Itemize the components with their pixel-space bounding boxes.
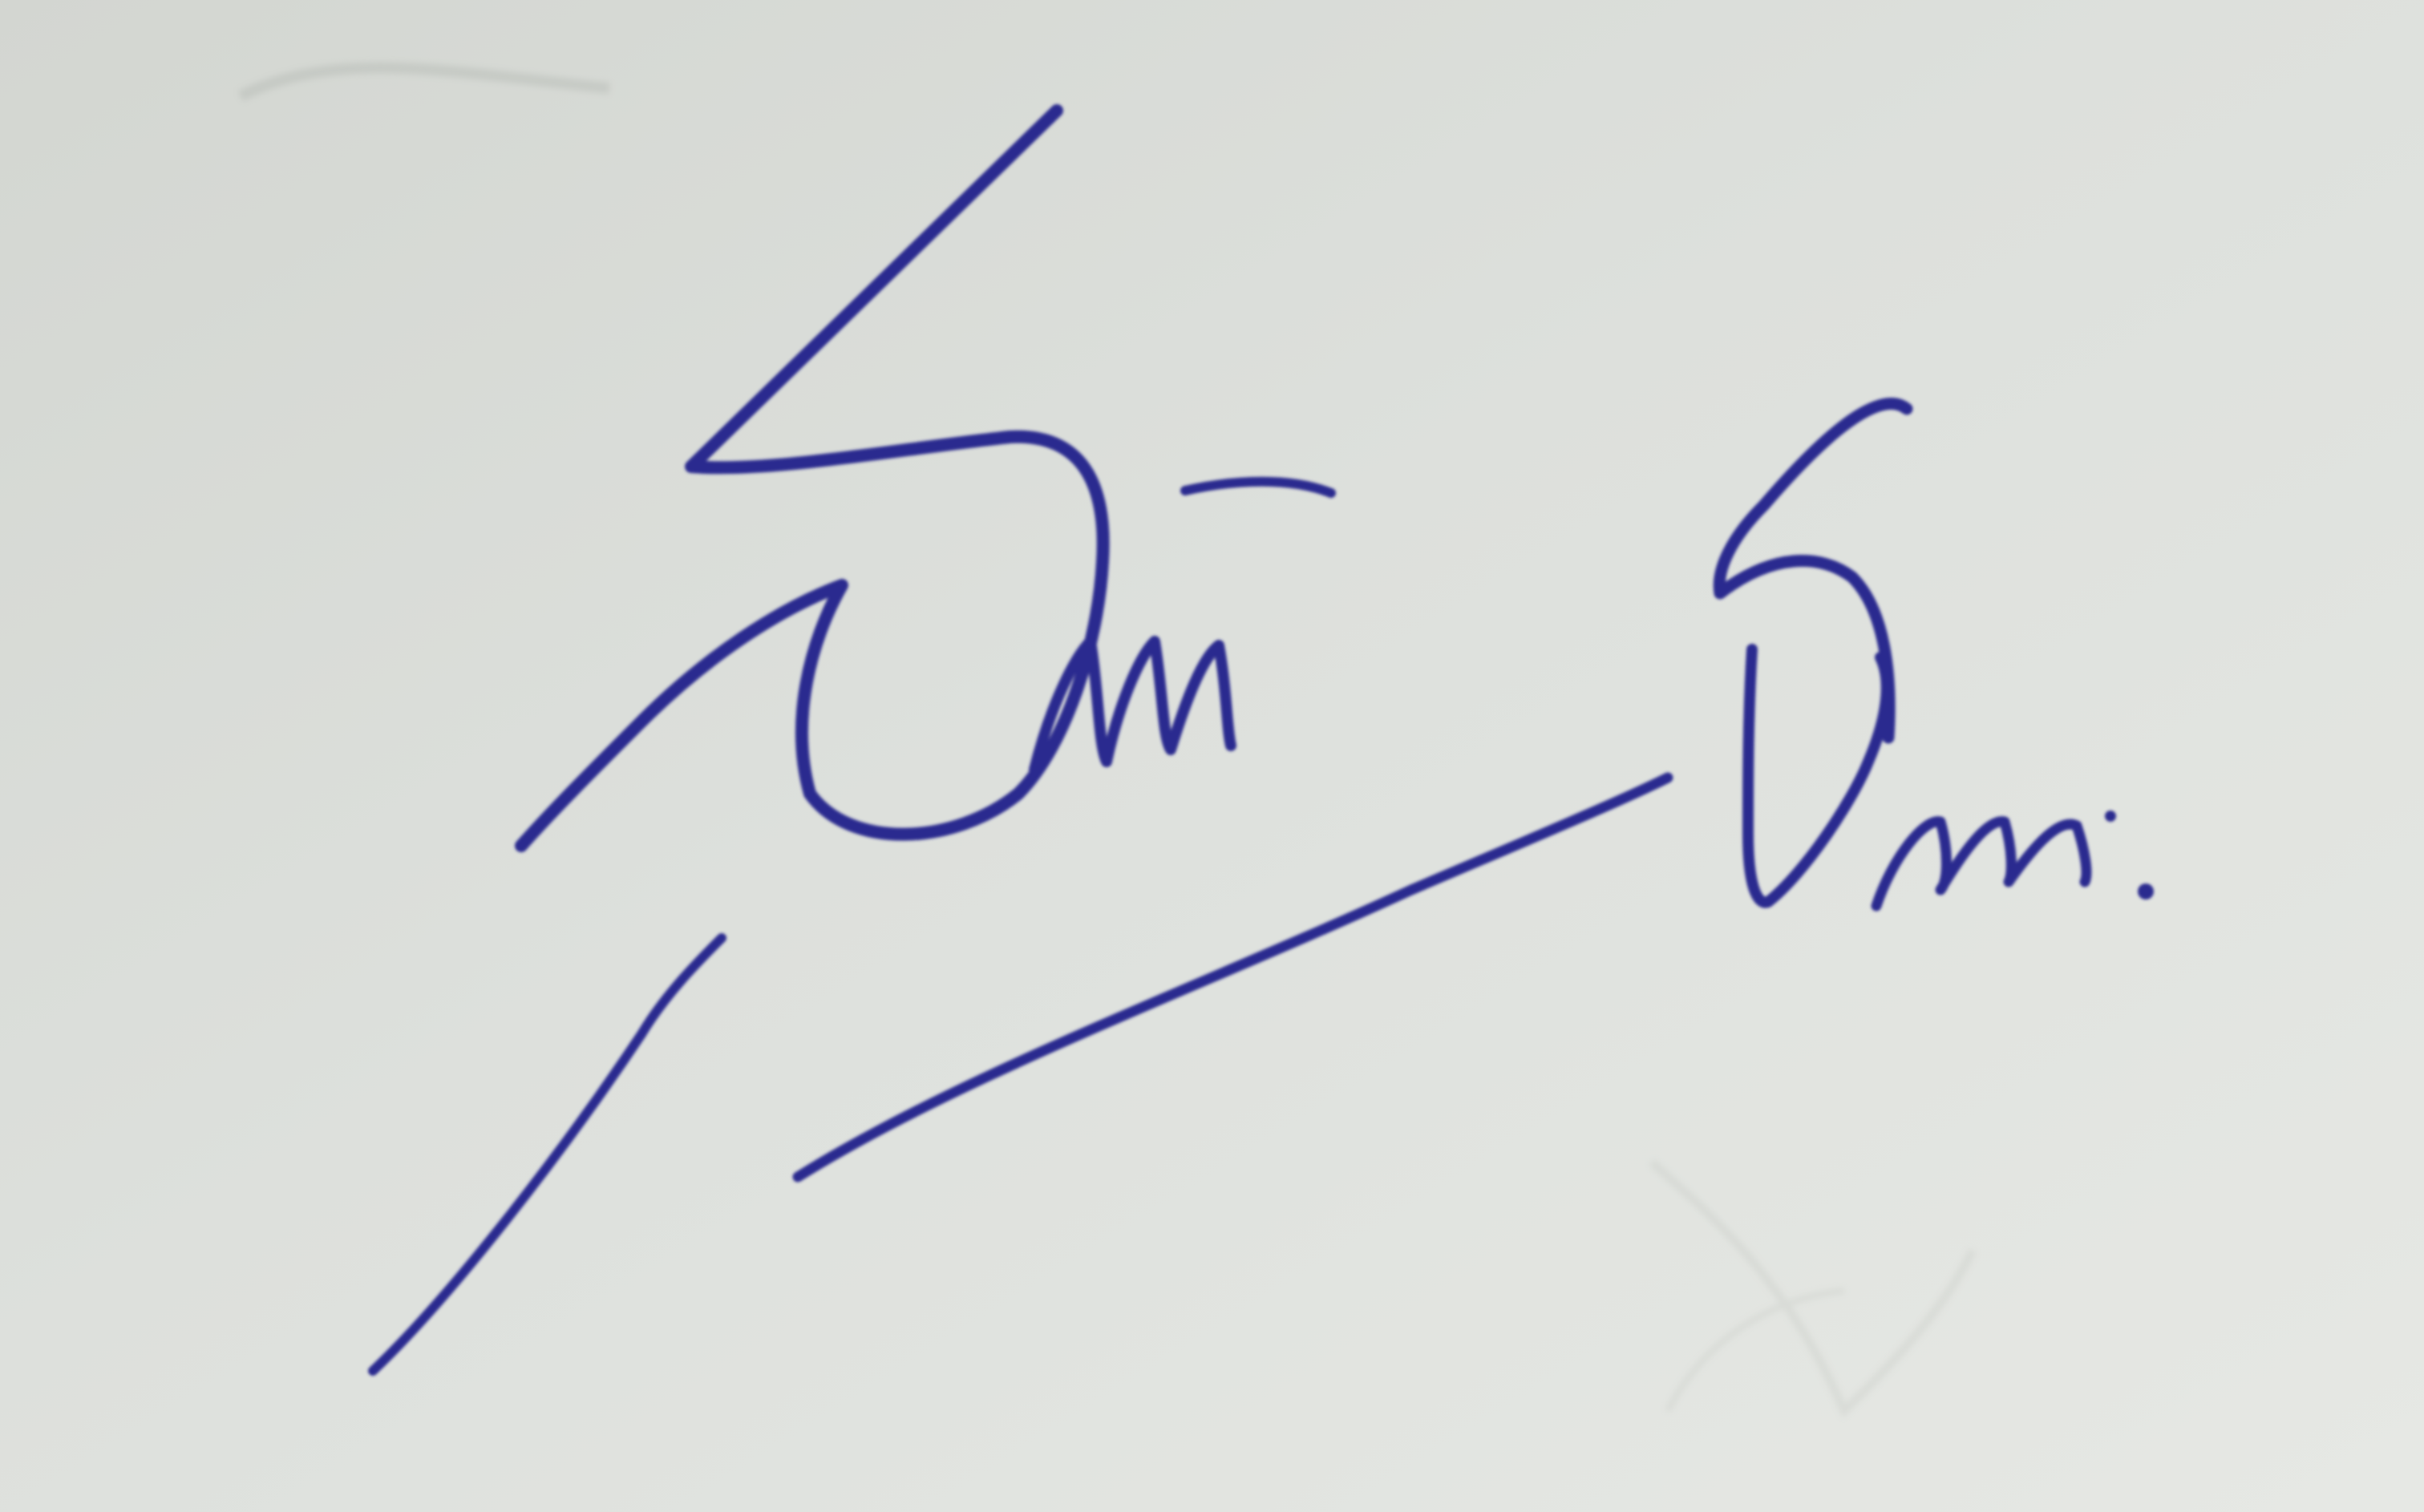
colon-dot-top	[2105, 811, 2116, 822]
colon-dot-bottom	[2138, 883, 2154, 900]
